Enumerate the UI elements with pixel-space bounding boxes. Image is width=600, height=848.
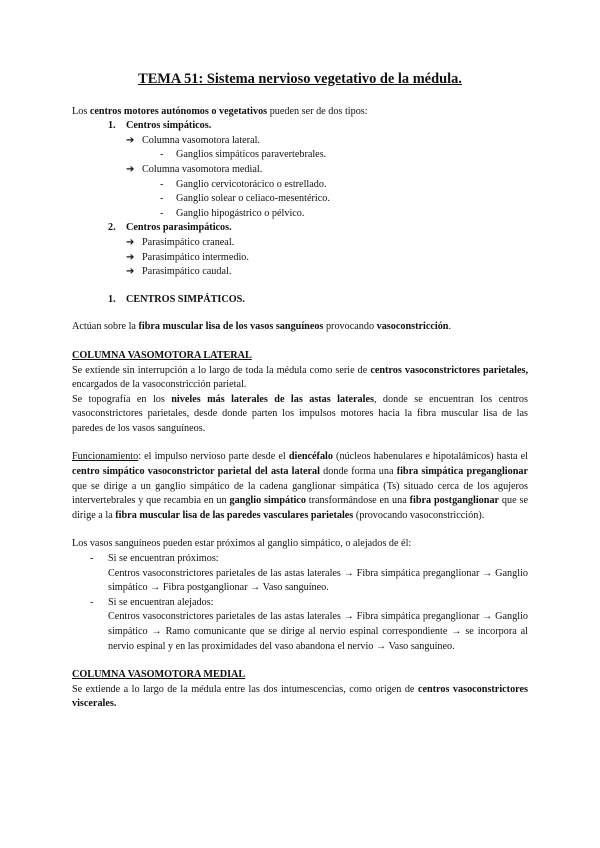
arrow-icon: ➔ xyxy=(126,134,135,146)
dash-icon: - xyxy=(160,149,164,161)
outline-subitem xyxy=(72,163,528,178)
outline-subitem-text: Columna vasomotora lateral. xyxy=(142,134,260,146)
funcionamiento-label: Funcionamiento xyxy=(72,451,139,463)
arrow-icon: ➔ xyxy=(126,163,135,175)
list-item-far xyxy=(72,596,528,611)
func-text: que se dirige a la xyxy=(72,495,528,521)
outline-subsubitem-text: Ganglio hipogástrico o pélvico. xyxy=(176,207,305,219)
dash-icon: - xyxy=(90,553,94,565)
cvl-bold: niveles más laterales de las astas laterales xyxy=(171,393,374,405)
func-bold: diencéfalo xyxy=(288,451,333,463)
func-text: donde forma una xyxy=(319,466,397,478)
outline-subsubitem-text: Ganglio solear o celiaco-mesentérico. xyxy=(176,193,330,205)
outline-subsubitem-text: Ganglios simpáticos paravertebrales. xyxy=(176,149,327,161)
cvl-bold: centros vasoconstrictores parietales, xyxy=(370,364,528,376)
intro-text: Los xyxy=(72,105,90,117)
outline-subsubitem-text: Ganglio cervicotorácico o estrellado. xyxy=(176,178,327,190)
section-heading-1 xyxy=(72,293,528,308)
cvm-heading: COLUMNA VASOMOTORA MEDIAL xyxy=(72,669,246,681)
dash-icon: - xyxy=(160,207,164,219)
cvl-text: Se topografía en los xyxy=(72,393,172,405)
func-text: (núcleos habenulares e hipotalámicos) hasta el xyxy=(332,451,528,463)
outline-subitem xyxy=(72,251,528,266)
outline-subitem-text: Parasimpático caudal. xyxy=(142,266,232,278)
func-text: : el impulso nervioso parte desde el xyxy=(138,451,289,463)
cvl-text: , donde se encuentran los centros vasoconstrictores parietales, desde donde parten los impulsos motores hacia la fibra muscular lisa de las paredes de los vasos sanguíneos. xyxy=(72,393,528,434)
func-bold: centro simpático vasoconstrictor parietal del asta lateral xyxy=(72,466,320,478)
acts-paragraph xyxy=(72,320,528,335)
outline-subitem xyxy=(72,265,528,280)
outline-number: 2. xyxy=(108,222,116,234)
far-label: Si se encuentran alejados: xyxy=(108,596,214,608)
cvl-paragraph-2 xyxy=(72,393,528,437)
acts-text: provocando xyxy=(323,321,377,333)
section-number: 1. xyxy=(108,293,116,305)
func-text: (provocando vasoconstricción). xyxy=(353,509,485,521)
outline-subsubitem xyxy=(72,148,528,163)
cvl-heading: COLUMNA VASOMOTORA LATERAL xyxy=(72,349,252,361)
list-item-near xyxy=(72,552,528,567)
arrow-icon: ➔ xyxy=(126,251,135,263)
cvm-paragraph-1 xyxy=(72,683,528,712)
func-bold: ganglio simpático xyxy=(229,495,306,507)
outline-number: 1. xyxy=(108,120,116,132)
outline-subitem-text: Parasimpático intermedio. xyxy=(142,251,249,263)
dash-icon: - xyxy=(160,178,164,190)
acts-text: Actúan sobre la xyxy=(72,321,139,333)
cvl-text: encargados de la vasoconstricción parietal. xyxy=(72,379,247,391)
outline-subitem xyxy=(72,134,528,149)
outline-subitem xyxy=(72,236,528,251)
far-description: Centros vasoconstrictores parietales de las astas laterales → Fibra simpática preganglionar → Ganglio simpático → Ramo comunicante que se dirige al nervio espinal correspondiente → se incorpora al nervio espinal y en las proximidades del vaso abandona el nervio → Vaso sanguíneo. xyxy=(108,611,528,652)
dash-icon: - xyxy=(160,193,164,205)
outline-item-2 xyxy=(72,221,528,236)
outline-subitem-text: Parasimpático craneal. xyxy=(142,236,235,248)
dash-icon: - xyxy=(90,596,94,608)
outline-subitem-text: Columna vasomotora medial. xyxy=(142,163,263,175)
acts-text: . xyxy=(448,321,452,333)
func-bold: fibra muscular lisa de las paredes vasculares parietales xyxy=(115,509,354,521)
intro-bold: centros motores autónomos o vegetativos xyxy=(89,105,268,117)
func-text: transformándose en una xyxy=(305,495,410,507)
outline-item-1 xyxy=(72,119,528,134)
funcionamiento-paragraph xyxy=(72,450,528,523)
document-title: TEMA 51: Sistema nervioso vegetativo de la médula. xyxy=(138,71,462,87)
cvl-paragraph-1 xyxy=(72,364,528,393)
outline-label: Centros parasimpáticos. xyxy=(126,222,232,234)
near-label: Si se encuentran próximos: xyxy=(108,553,219,565)
outline-subsubitem xyxy=(72,178,528,193)
outline-label: Centros simpáticos. xyxy=(126,120,212,132)
cvm-bold: centros vasoconstrictores viscerales. xyxy=(72,683,528,710)
func-bold: fibra postganglionar xyxy=(409,495,500,507)
acts-bold: fibra muscular lisa de los vasos sanguíneos xyxy=(138,321,324,333)
acts-bold: vasoconstricción xyxy=(376,321,449,333)
cvl-text: Se extiende sin interrupción a lo largo de toda la médula como serie de xyxy=(72,364,371,376)
cvm-text: Se extiende a lo largo de la médula entre las dos intumescencias, como origen de xyxy=(72,683,418,695)
outline-subsubitem xyxy=(72,207,528,222)
outline-subsubitem xyxy=(72,192,528,207)
arrow-icon: ➔ xyxy=(126,236,135,248)
func-text: que se dirige a un ganglio simpático de la cadena ganglionar simpática (Ts) situado cerca de los agujeros intervertebrales y que recambia en un xyxy=(72,480,528,507)
intro-text-end: pueden ser de dos tipos: xyxy=(267,105,368,117)
intro-paragraph xyxy=(72,105,528,120)
near-description: Centros vasoconstrictores parietales de las astas laterales → Fibra simpática preganglionar → Ganglio simpático → Fibra postganglionar → Vaso sanguíneo. xyxy=(108,567,528,594)
arrow-icon: ➔ xyxy=(126,266,135,278)
func-bold: fibra simpática preganglionar xyxy=(396,466,528,478)
section-label: CENTROS SIMPÁTICOS. xyxy=(126,293,245,305)
vasos-paragraph: Los vasos sanguíneos pueden estar próximos al ganglio simpático, o alejados de él: xyxy=(72,538,412,550)
document-page xyxy=(72,72,528,712)
